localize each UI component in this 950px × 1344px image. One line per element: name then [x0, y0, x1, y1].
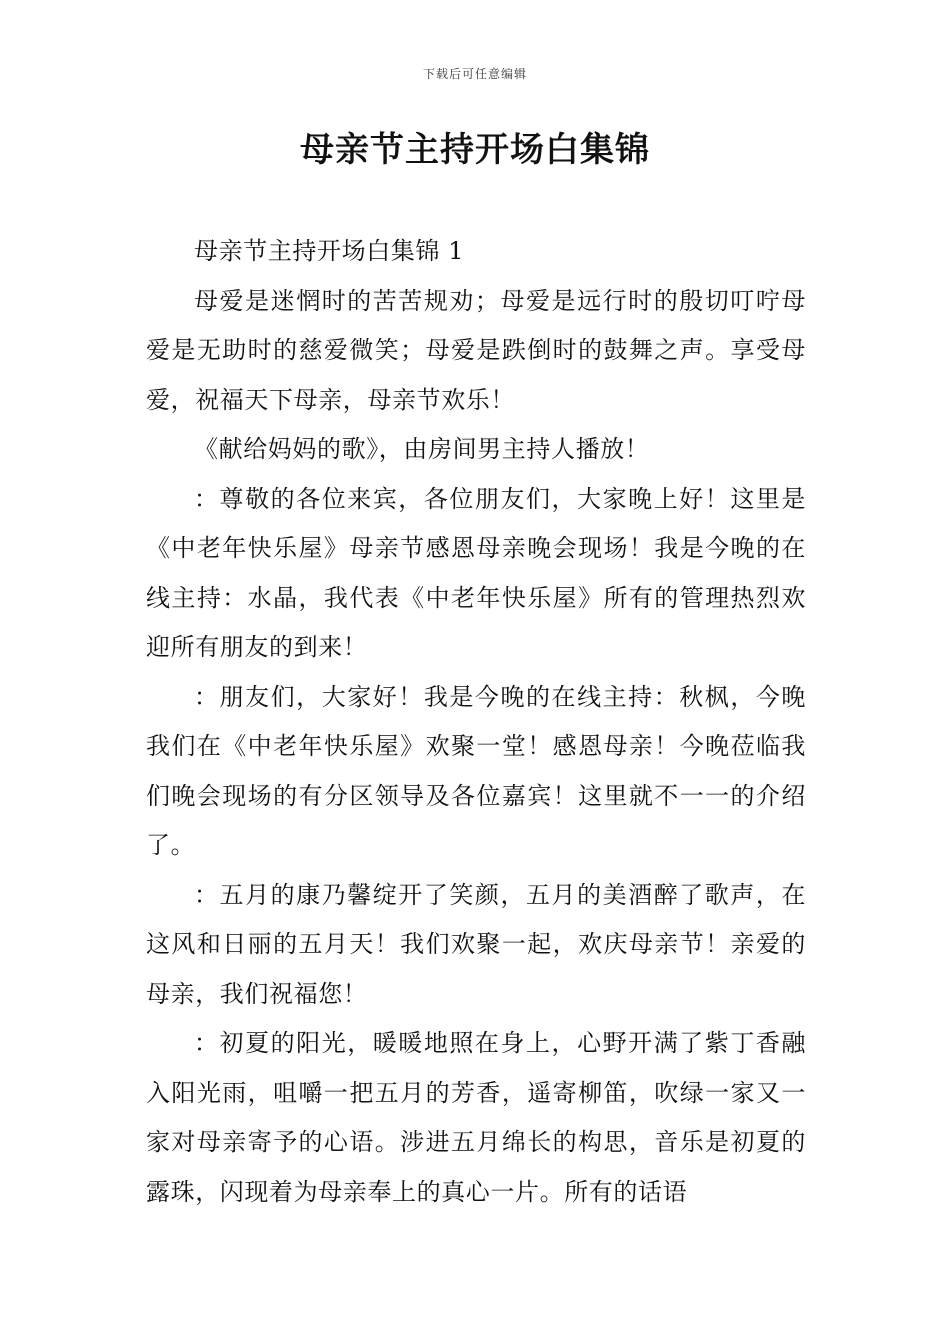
header-note: 下载后可任意编辑 [422, 67, 527, 81]
document-body [146, 227, 806, 1217]
paragraph: 《献给妈妈的歌》，由房间男主持人播放！ [194, 435, 650, 463]
paragraph: ：尊敬的各位来宾，各位朋友们，大家晚上好！这里是《中老年快乐屋》母亲节感恩母亲晚会现场！我是今晚的在线主持：水晶，我代表《中老年快乐屋》所有的管理热烈欢迎所有朋友的到来！ [146, 484, 806, 661]
paragraph: 母爱是迷惘时的苦苦规劝；母爱是远行时的殷切叮咛母爱是无助时的慈爱微笑；母爱是跌倒时的鼓舞之声。享受母爱，祝福天下母亲，母亲节欢乐！ [146, 286, 806, 414]
paragraph: ：五月的康乃馨绽开了笑颜，五月的美酒醉了歌声，在这风和日丽的五月天！我们欢聚一起，欢庆母亲节！亲爱的母亲，我们祝福您！ [146, 880, 806, 1008]
document-title: 母亲节主持开场白集锦 [300, 130, 650, 170]
section-heading: 母亲节主持开场白集锦 1 [194, 237, 465, 265]
paragraph: ：初夏的阳光，暖暖地照在身上，心野开满了紫丁香融入阳光雨，咀嚼一把五月的芳香，遥寄柳笛，吹绿一家又一家对母亲寄予的心语。涉进五月绵长的构思，音乐是初夏的露珠，闪现着为母亲奉上的真心一片。所有的话语 [146, 1029, 806, 1206]
paragraph: ：朋友们，大家好！我是今晚的在线主持：秋枫，今晚我们在《中老年快乐屋》欢聚一堂！感恩母亲！今晚莅临我们晚会现场的有分区领导及各位嘉宾！这里就不一一的介绍了。 [146, 682, 806, 859]
